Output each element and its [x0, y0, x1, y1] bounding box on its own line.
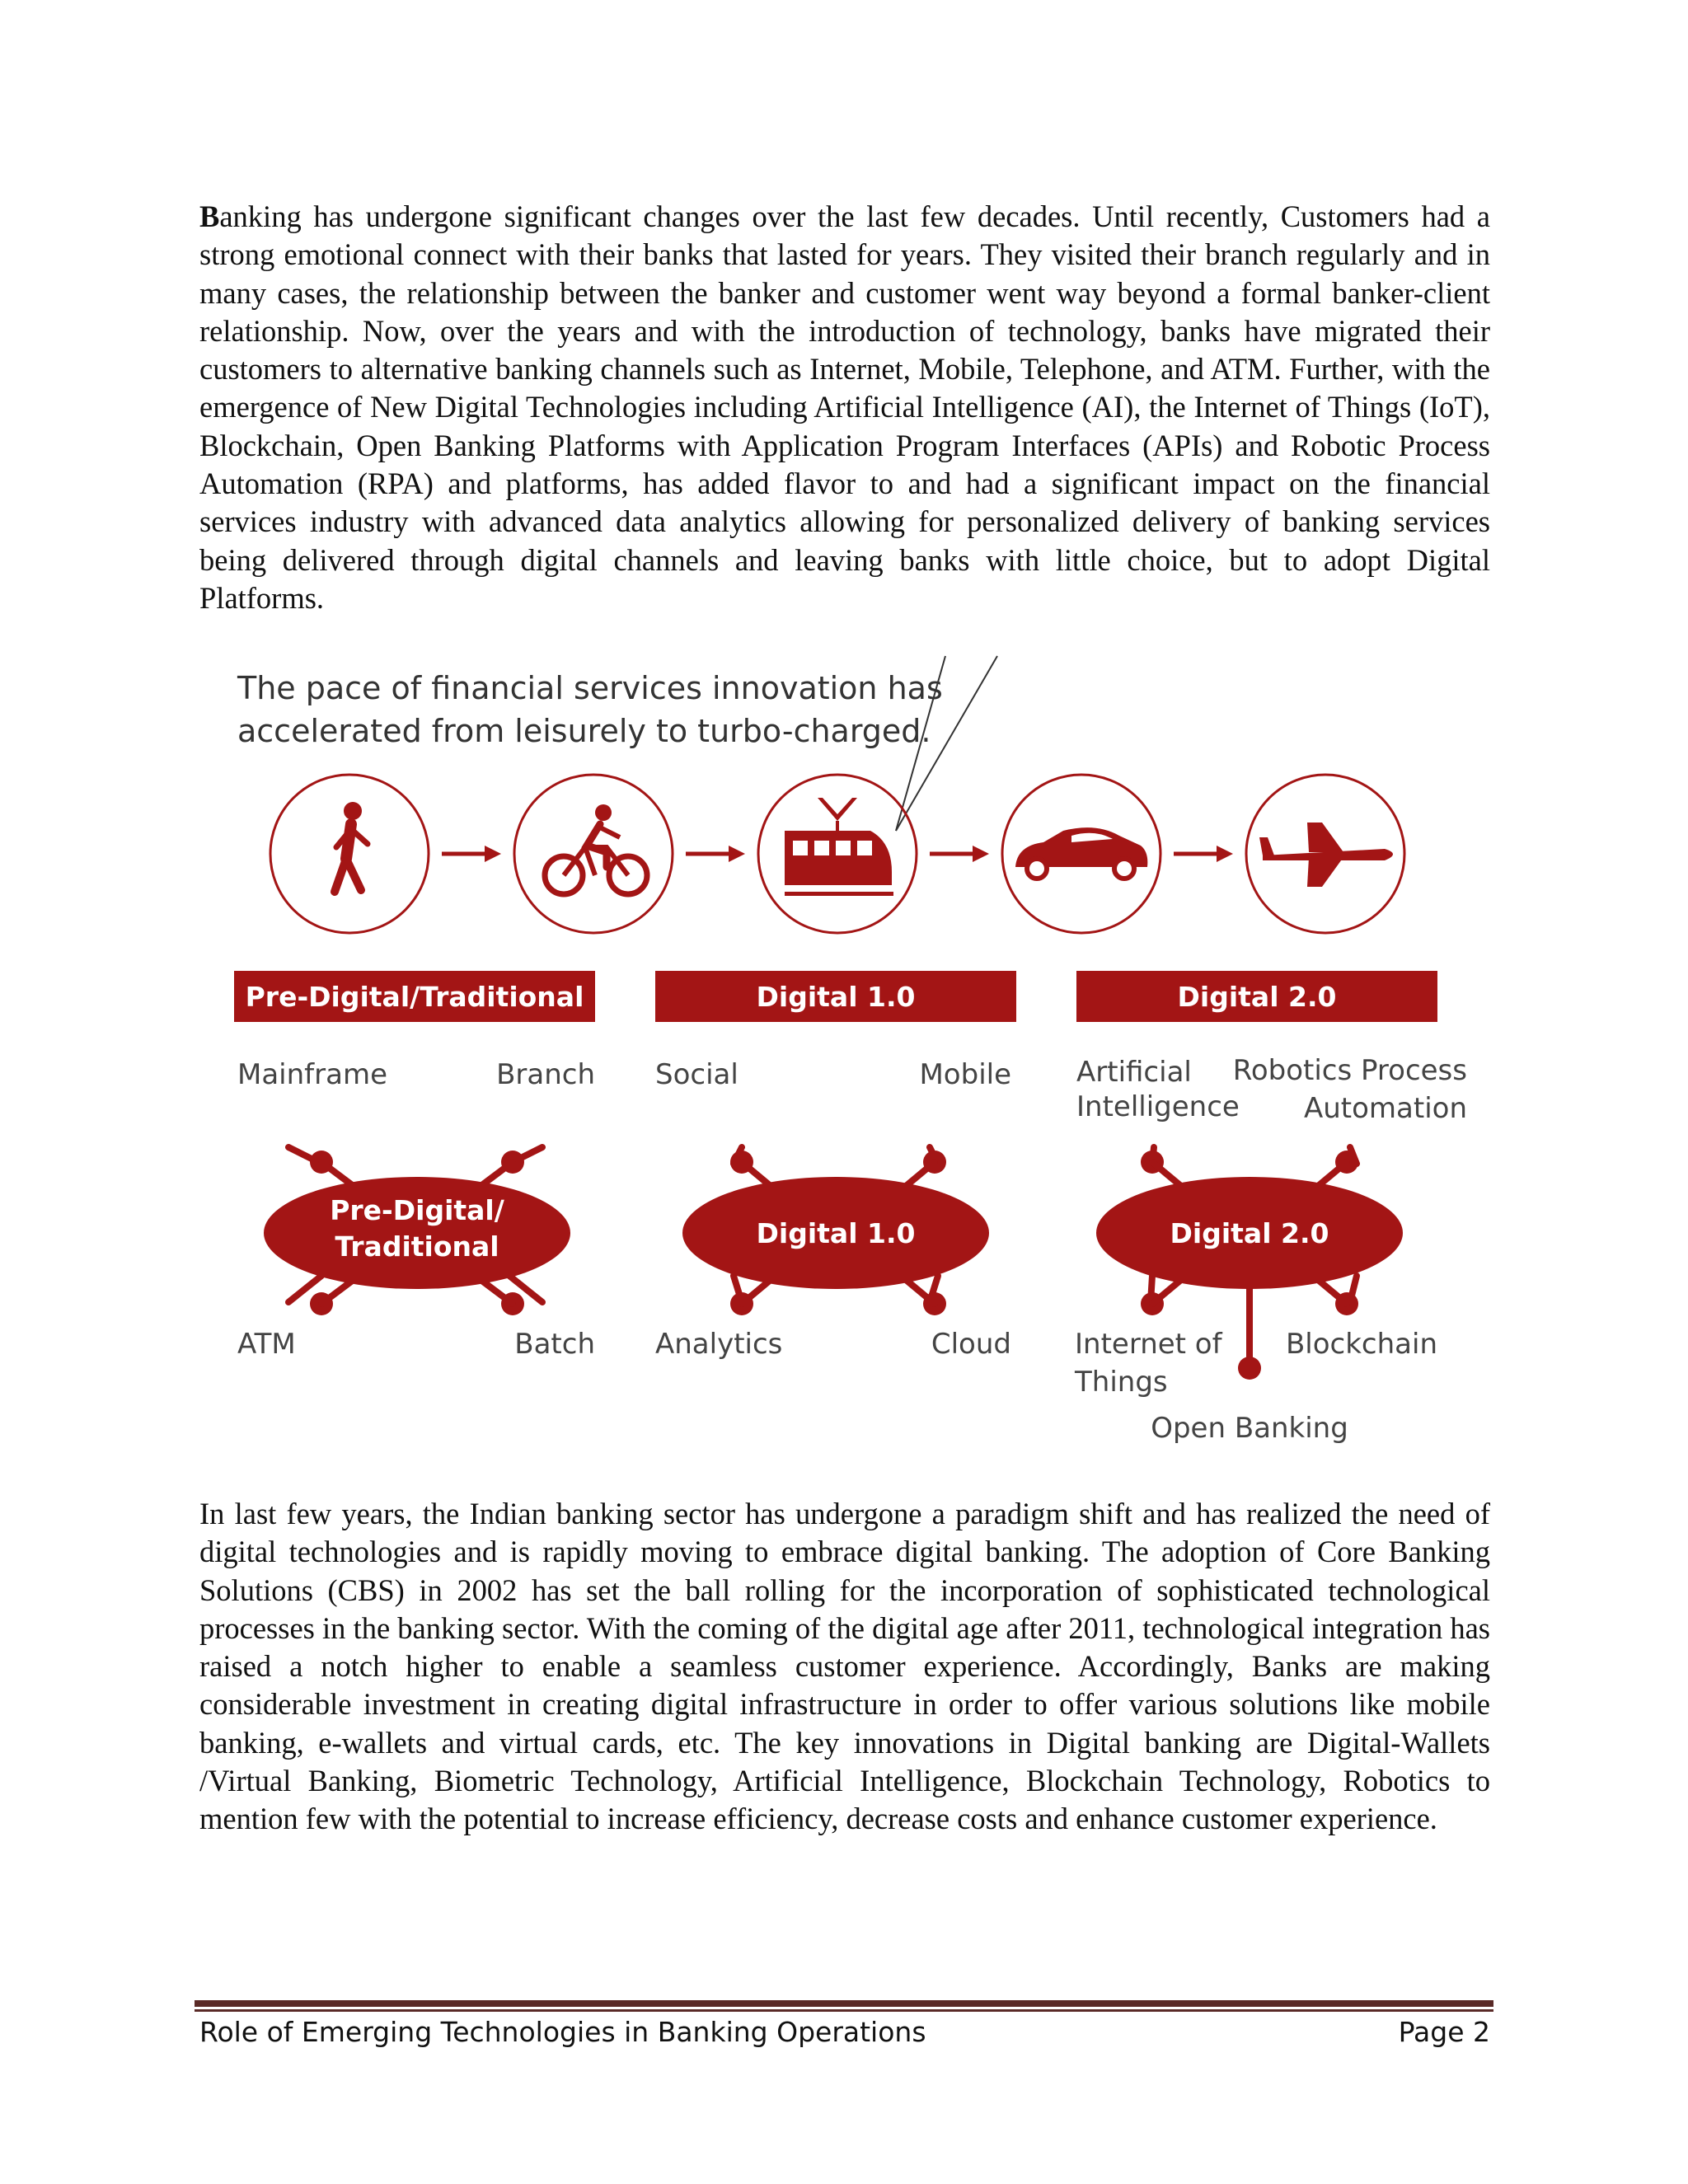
- intro-paragraph: [199, 198, 1490, 617]
- label-blockchain: Blockchain: [1285, 1328, 1437, 1361]
- label-rpa-line1: Robotics Process: [1232, 1054, 1467, 1087]
- arrow-2-icon: [686, 846, 745, 862]
- footer-page-number: Page 2: [1398, 2016, 1490, 2048]
- bar-digital-1-label: Digital 1.0: [756, 981, 916, 1013]
- ellipse-pre-digital-line2: Traditional: [335, 1230, 499, 1263]
- footer-rule-thin: [195, 2009, 1493, 2012]
- label-batch: Batch: [514, 1328, 595, 1361]
- label-atm: ATM: [237, 1328, 296, 1361]
- label-ai-line1: Artificial: [1076, 1056, 1192, 1089]
- label-ai-line2: Intelligence: [1076, 1090, 1240, 1123]
- indian-banking-paragraph: In last few years, the Indian banking sector has undergone a paradigm shift and has realized the need of digital technologies and is rapidly moving to embrace digital banking. The adoption of Core Banking Solutions (CBS) in 2002 has set the ball rolling for the incorporation of sophisticated technological processes in the banking sector. With the coming of the digital age after 2011, technological integration has raised a notch higher to enable a seamless customer experience. Accordingly, Banks are making considerable investment in creating digital infrastructure in order to offer various solutions like mobile banking, e-wallets and virtual cards, etc. The key innovations in Digital banking are Digital-Wallets /Virtual Banking, Biometric Technology, Artificial Intelligence, Blockchain Technology, Robotics to mention few with the potential to increase efficiency, decrease costs and enhance customer experience.: [199, 1497, 1490, 1836]
- bar-digital-2-label: Digital 2.0: [1177, 981, 1337, 1013]
- ellipse-pre-digital-line1: Pre-Digital/: [330, 1194, 504, 1226]
- dropcap: B: [199, 199, 220, 233]
- walking-person-icon: [335, 802, 368, 892]
- tram-icon: [785, 798, 893, 896]
- arrow-3-icon: [930, 846, 989, 862]
- figure-headline-line2: accelerated from leisurely to turbo-charged.: [237, 713, 931, 749]
- car-icon: [1015, 827, 1147, 879]
- airplane-icon: [1259, 823, 1393, 887]
- arrow-1-icon: [442, 846, 501, 862]
- footer-document-title: Role of Emerging Technologies in Banking Operations: [199, 2016, 926, 2048]
- bar-pre-digital-label: Pre-Digital/Traditional: [245, 981, 584, 1013]
- label-open-banking: Open Banking: [1151, 1412, 1348, 1445]
- bicycle-icon: [545, 804, 647, 894]
- label-branch: Branch: [496, 1058, 595, 1091]
- arrow-4-icon: [1174, 846, 1233, 862]
- label-iot-line2: Things: [1075, 1366, 1168, 1399]
- innovation-figure-svg: [223, 651, 1492, 1459]
- label-rpa-line2: Automation: [1303, 1092, 1467, 1125]
- ellipse-digital-1-label: Digital 1.0: [756, 1217, 916, 1249]
- label-analytics: Analytics: [655, 1328, 783, 1361]
- label-cloud: Cloud: [931, 1328, 1011, 1361]
- figure-headline-line1: The pace of financial services innovation has: [237, 670, 943, 706]
- label-iot-line1: Internet of: [1075, 1328, 1222, 1361]
- footer-rule: [195, 2000, 1493, 2007]
- innovation-figure: [223, 651, 1492, 1459]
- intro-paragraph-text: anking has undergone significant changes over the last few decades. Until recently, Customers had a strong emotional connect with their banks that lasted for years. They visited their branch regularly and in many cases, the relationship between the banker and customer went way beyond a formal banker-client relationship. Now, over the years and with the introduction of technology, banks have migrated their customers to alternative banking channels such as Internet, Mobile, Telephone, and ATM. Further, with the emergence of New Digital Technologies including Artificial Intelligence (AI), the Internet of Things (IoT), Blockchain, Open Banking Platforms with Application Program Interfaces (APIs) and Robotic Process Automation (RPA) and platforms, has added flavor to and had a significant impact on the financial services industry with advanced data analytics allowing for personalized delivery of banking services being delivered through digital channels and leaving banks with little choice, but to adopt Digital Platforms.: [199, 199, 1490, 615]
- label-mainframe: Mainframe: [237, 1058, 387, 1091]
- label-social: Social: [655, 1058, 738, 1091]
- ellipse-digital-2-label: Digital 2.0: [1170, 1217, 1329, 1249]
- label-mobile: Mobile: [919, 1058, 1011, 1091]
- bike-circle: [514, 775, 673, 933]
